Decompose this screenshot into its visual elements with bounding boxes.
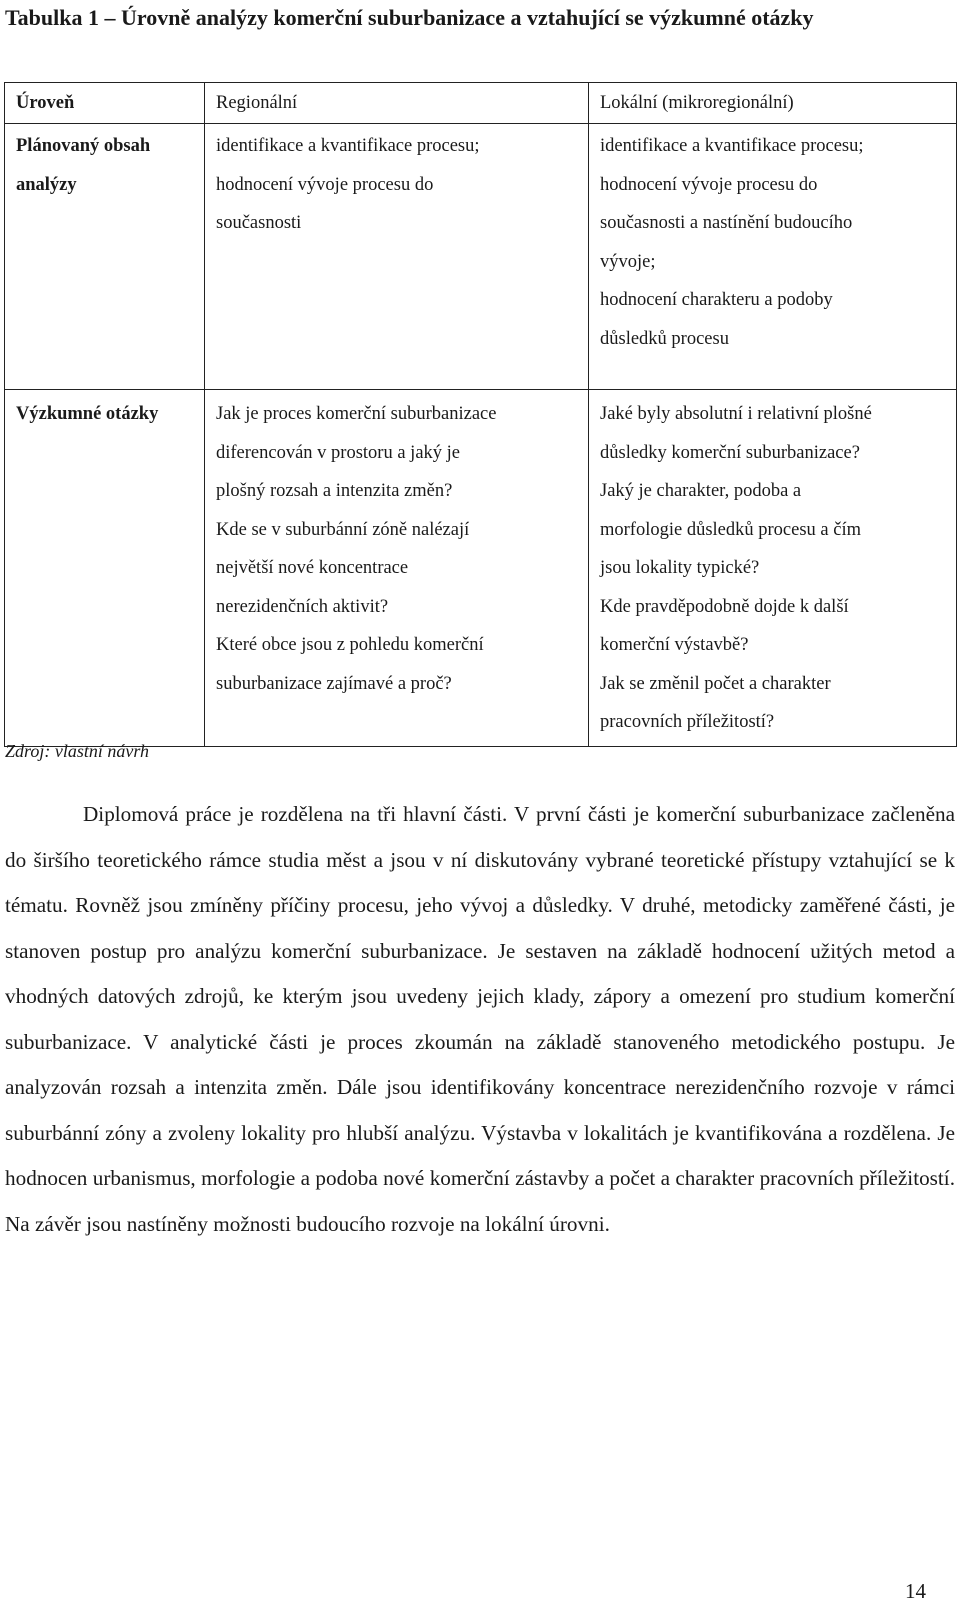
body-paragraph: Diplomová práce je rozdělena na tři hlavní části. V první části je komerční suburbanizace začleněna do širšího teoretického rámce studia měst a jsou v ní diskutovány vybrané teoretické přístupy vztahující se k tématu. Rovněž jsou zmíněny příčiny procesu, jeho vývoj a důsledky. V druhé, metodicky zaměřené části, je stanoven postup pro analýzu komerční suburbanizace. Je sestaven na základě hodnocení užitých metod a vhodných datových zdrojů, ke kterým jsou uvedeny jejich klady, zápory a omezení pro studium komerční suburbanizace. V analytické části je proces zkoumán na základě stanoveného metodického postupu. Je analyzován rozsah a intenzita změn. Dále jsou identifikovány koncentrace nerezidenčního rozvoje v rámci suburbánní zóny a zvoleny lokality pro hlubší analýzu. Výstavba v lokalitách je kvantifikována a rozdělena. Je hodnocen urbanismus, morfologie a podoba nové komerční zástavby a počet a charakter pracovních příležitostí. Na závěr jsou nastíněny možnosti budoucího rozvoje na lokální úrovni. bbox=[5, 802, 955, 1236]
table-caption: Tabulka 1 – Úrovně analýzy komerční suburbanizace a vztahující se výzkumné otázky bbox=[5, 5, 814, 30]
table-source-note: Zdroj: vlastní návrh bbox=[5, 741, 150, 761]
row-label-planned-content: Plánovaný obsah analýzy bbox=[5, 124, 205, 390]
cell-local-planned-content: identifikace a kvantifikace procesu; hodnocení vývoje procesu do současnosti a nastínění budoucího vývoje; hodnocení charakteru a podoby důsledků procesu bbox=[589, 124, 957, 390]
table-row bbox=[5, 124, 957, 390]
header-local: Lokální (mikroregionální) bbox=[589, 83, 957, 124]
analysis-levels-table bbox=[4, 82, 957, 747]
header-regional: Regionální bbox=[205, 83, 589, 124]
header-level: Úroveň bbox=[5, 83, 205, 124]
row-label-research-questions: Výzkumné otázky bbox=[5, 390, 205, 747]
cell-regional-planned-content: identifikace a kvantifikace procesu; hodnocení vývoje procesu do současnosti bbox=[205, 124, 589, 390]
page-number: 14 bbox=[905, 1579, 926, 1603]
cell-local-research-questions: Jaké byly absolutní i relativní plošné důsledky komerční suburbanizace? Jaký je charakter, podoba a morfologie důsledků procesu a čím jsou lokality typické? Kde pravděpodobně dojde k další komerční výstavbě? Jak se změnil počet a charakter pracovních příležitostí? bbox=[589, 390, 957, 747]
table-header-row bbox=[5, 83, 957, 124]
cell-regional-research-questions: Jak je proces komerční suburbanizace diferencován v prostoru a jaký je plošný rozsah a intenzita změn? Kde se v suburbánní zóně nalézají největší nové koncentrace nerezidenčních aktivit? Které obce jsou z pohledu komerční suburbanizace zajímavé a proč? bbox=[205, 390, 589, 747]
table-row bbox=[5, 390, 957, 747]
